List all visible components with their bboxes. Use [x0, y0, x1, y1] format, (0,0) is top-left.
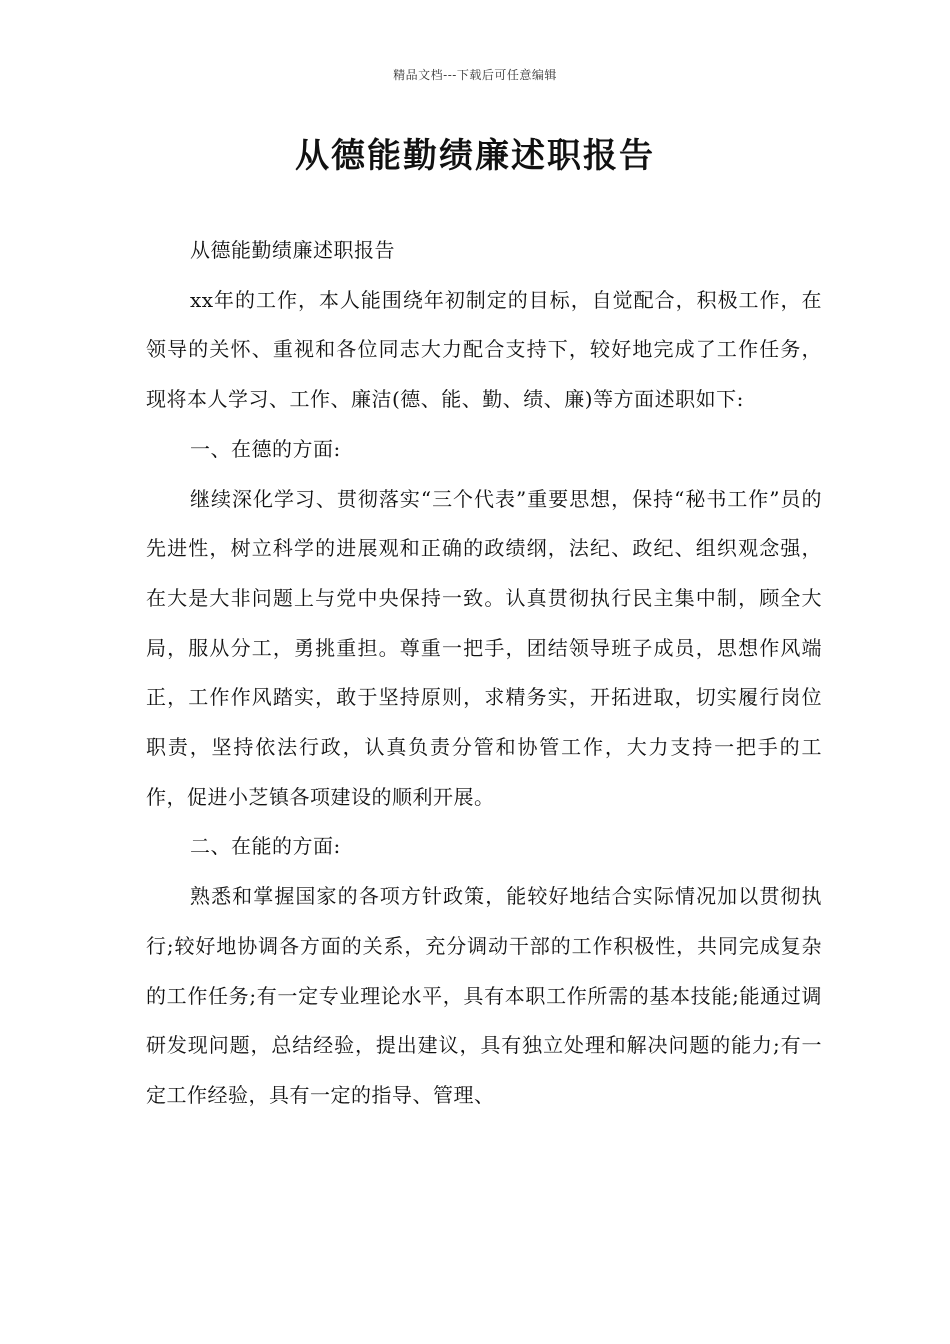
section-heading-neng: 二、在能的方面:	[190, 834, 341, 859]
paragraph-subtitle: 从德能勤绩廉述职报告	[190, 238, 395, 262]
section-heading-de: 一、在德的方面:	[190, 436, 341, 461]
header-note: 精品文档---下载后可任意编辑	[393, 68, 557, 82]
paragraph-intro: xx年的工作，本人能围绕年初制定的目标，自觉配合，积极工作，在领导的关怀、重视和各位同志大力配合支持下，较好地完成了工作任务，现将本人学习、工作、廉洁(德、能、勤、绩、廉)等方面述职如下:	[146, 287, 822, 412]
document-body	[146, 226, 822, 1121]
paragraph-de: 继续深化学习、贯彻落实“三个代表”重要思想，保持“秘书工作”员的先进性，树立科学的进展观和正确的政绩纲，法纪、政纪、组织观念强，在大是大非问题上与党中央保持一致。认真贯彻执行民主集中制，顾全大局，服从分工，勇挑重担。尊重一把手，团结领导班子成员，思想作风端正，工作作风踏实，敢于坚持原则，求精务实，开拓进取，切实履行岗位职责，坚持依法行政，认真负责分管和协管工作，大力支持一把手的工作，促进小芝镇各项建设的顺利开展。	[146, 486, 822, 809]
document-title: 从德能勤绩廉述职报告	[295, 136, 655, 176]
paragraph-neng: 熟悉和掌握国家的各项方针政策，能较好地结合实际情况加以贯彻执行;较好地协调各方面的关系，充分调动干部的工作积极性，共同完成复杂的工作任务;有一定专业理论水平，具有本职工作所需的基本技能;能通过调研发现问题，总结经验，提出建议，具有独立处理和解决问题的能力;有一定工作经验，具有一定的指导、管理、	[146, 884, 822, 1107]
